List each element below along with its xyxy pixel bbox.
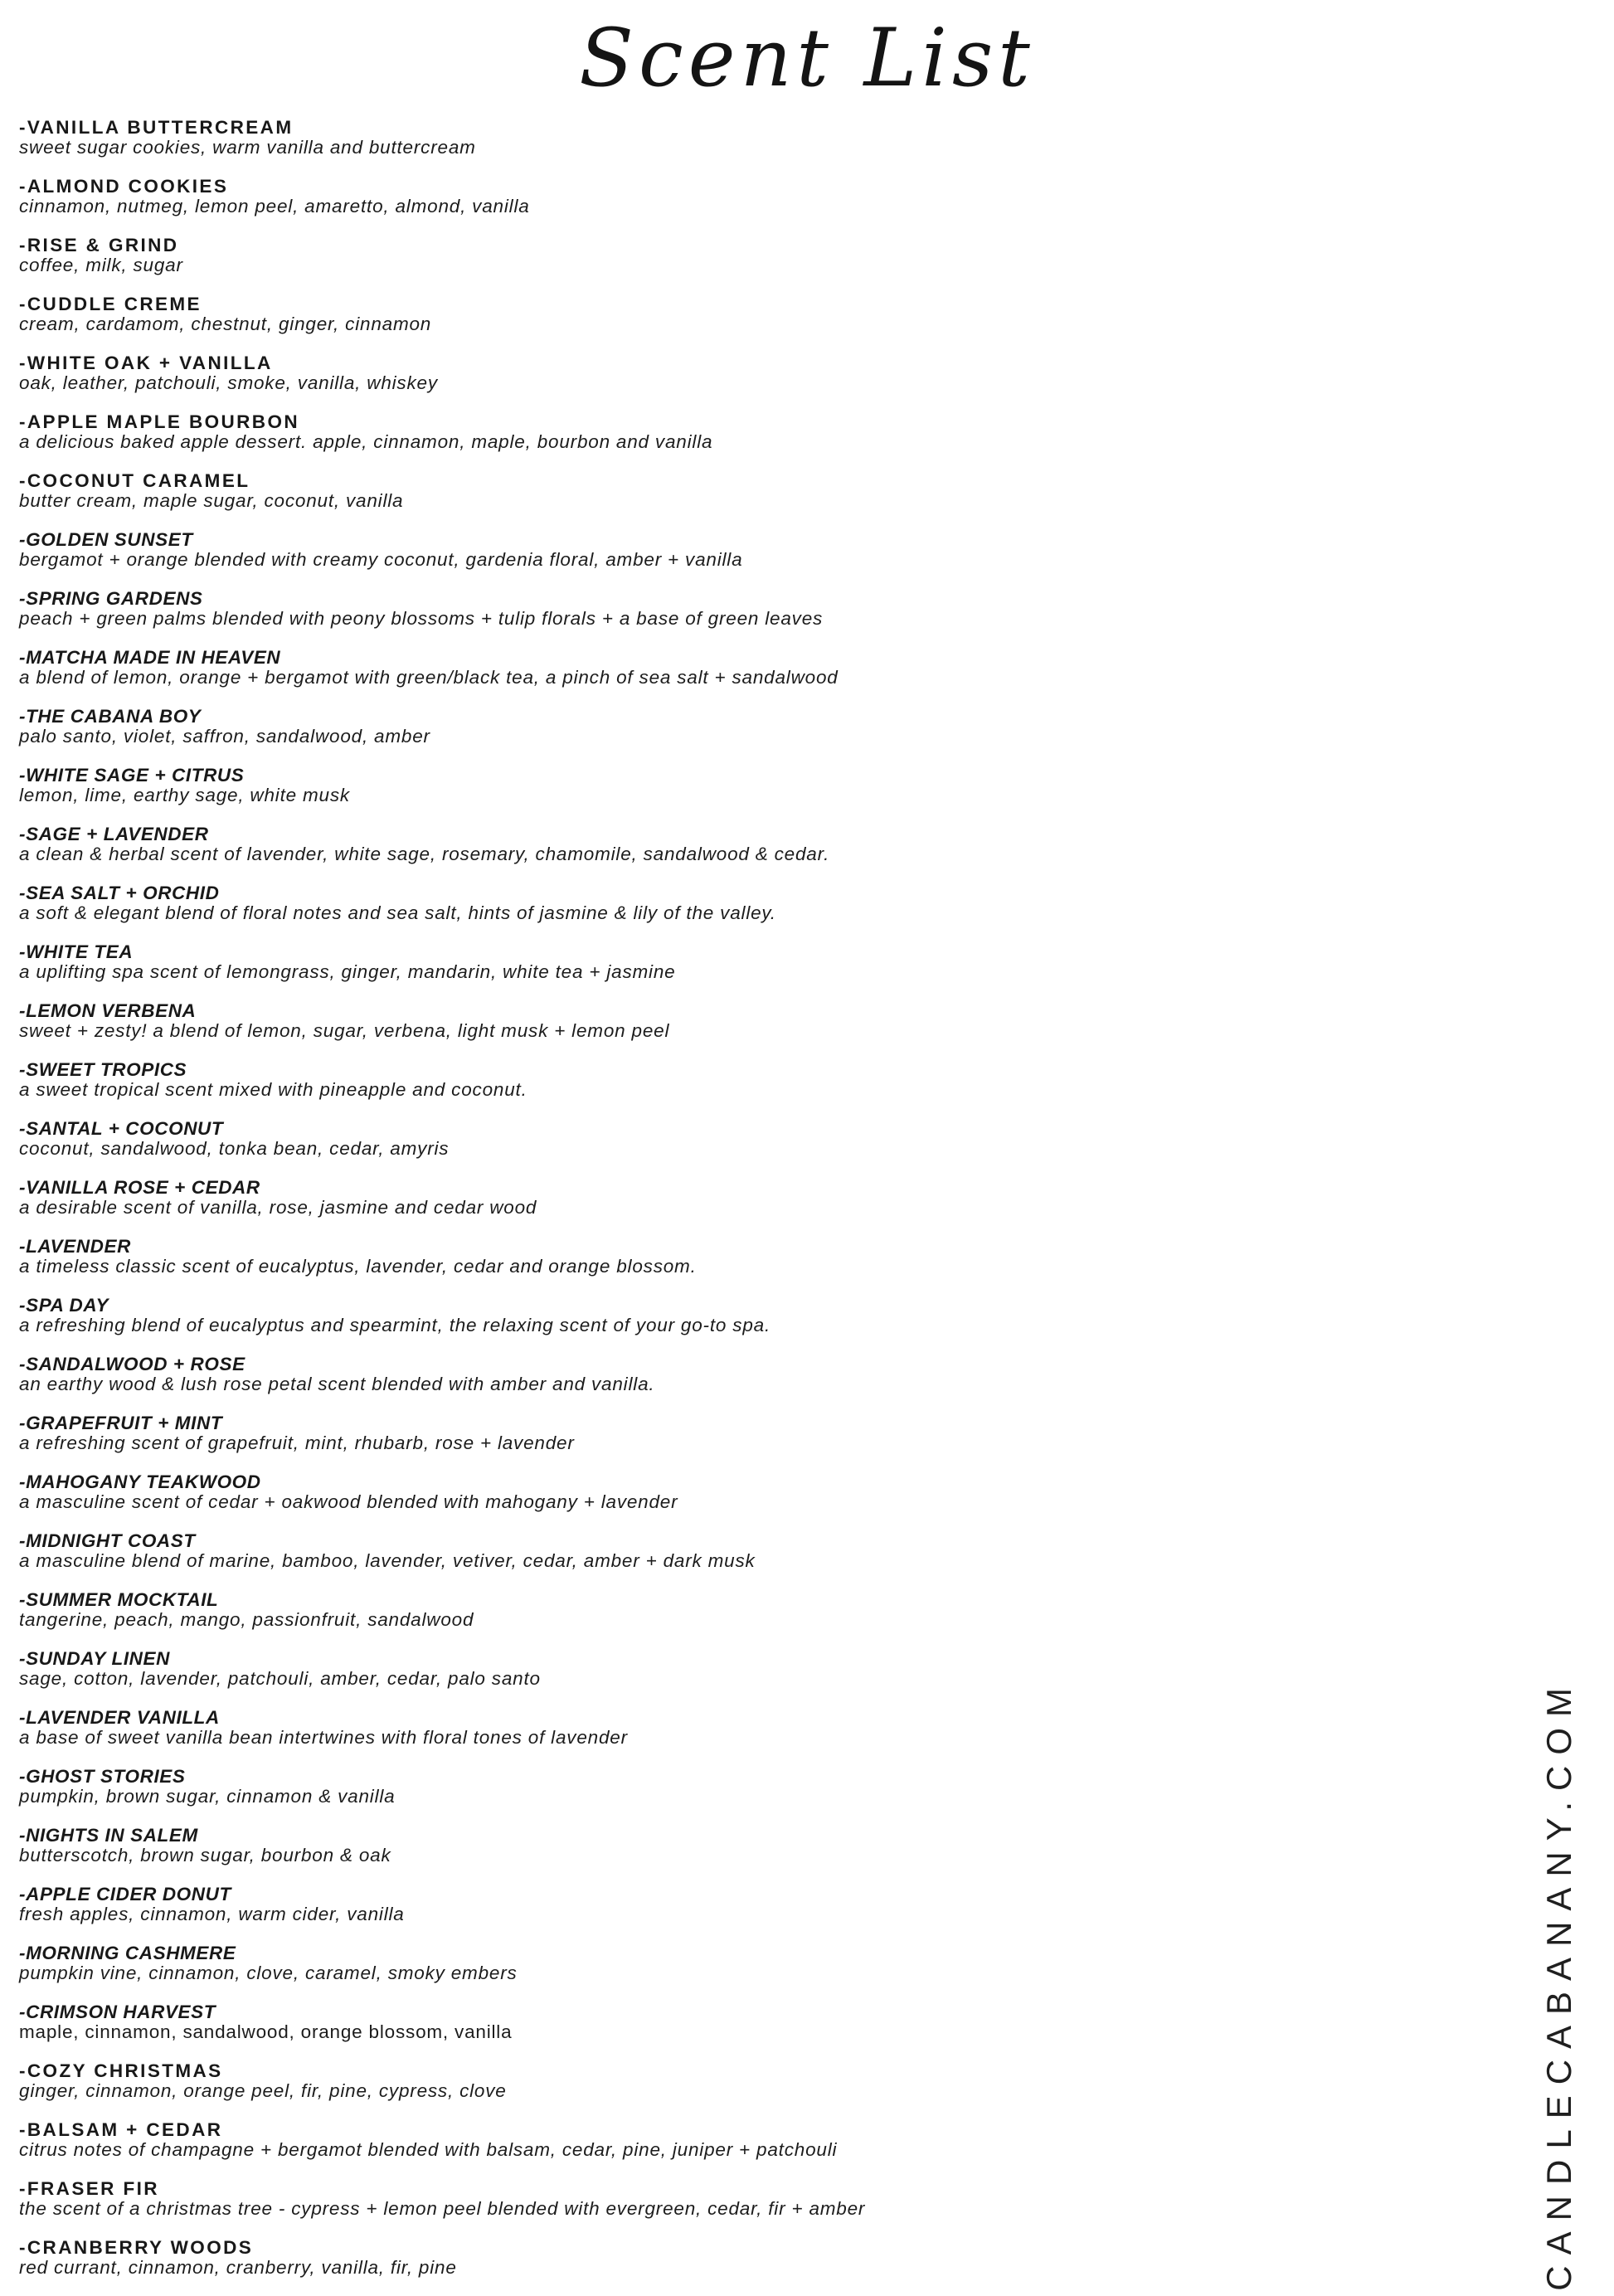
scent-name: -NIGHTS IN SALEM (19, 1825, 198, 1846)
scent-entry (19, 471, 1514, 511)
scent-entry (19, 177, 1514, 216)
scent-description: coffee, milk, sugar (19, 255, 183, 275)
scent-entry (19, 1649, 1514, 1689)
scent-entry (19, 1943, 1514, 1983)
scent-entry (19, 1885, 1514, 1924)
scent-name: -SPRING GARDENS (19, 588, 203, 609)
scent-entry (19, 648, 1514, 688)
scent-entry (19, 1296, 1514, 1335)
scent-entry (19, 2120, 1514, 2160)
scent-description: pumpkin vine, cinnamon, clove, caramel, smoky embers (19, 1963, 518, 1983)
scent-entry (19, 766, 1514, 805)
scent-entry (19, 707, 1514, 747)
scent-entry (19, 2061, 1514, 2101)
scent-name: -COCONUT CARAMEL (19, 470, 250, 491)
scent-description: the scent of a christmas tree - cypress + lemon peel blended with evergreen, cedar, fir + amber (19, 2198, 866, 2219)
scent-name: -MATCHA MADE IN HEAVEN (19, 647, 281, 668)
scent-name: -CRIMSON HARVEST (19, 2002, 216, 2022)
scent-name: -BALSAM + CEDAR (19, 2119, 223, 2140)
scent-name: -MORNING CASHMERE (19, 1943, 236, 1963)
scent-entry (19, 2002, 1514, 2042)
scent-description: maple, cinnamon, sandalwood, orange blossom, vanilla (19, 2021, 513, 2042)
scent-name: -SUMMER MOCKTAIL (19, 1589, 219, 1610)
scent-entry (19, 236, 1514, 275)
scent-description: a blend of lemon, orange + bergamot with green/black tea, a pinch of sea salt + sandalwood (19, 667, 839, 688)
scent-entry (19, 1119, 1514, 1159)
scent-entry (19, 1708, 1514, 1748)
scent-entry (19, 1767, 1514, 1807)
scent-entry (19, 1237, 1514, 1277)
scent-entry (19, 1001, 1514, 1041)
scent-entry (19, 1178, 1514, 1218)
scent-name: -WHITE OAK + VANILLA (19, 353, 273, 373)
scent-name: -MAHOGANY TEAKWOOD (19, 1471, 261, 1492)
scent-list (19, 118, 1514, 2296)
scent-description: a soft & elegant blend of floral notes and sea salt, hints of jasmine & lily of the valley. (19, 902, 776, 923)
scent-name: -APPLE MAPLE BOURBON (19, 411, 300, 432)
scent-name: -VANILLA ROSE + CEDAR (19, 1177, 260, 1198)
page-title: Scent List (579, 12, 1035, 105)
scent-description: coconut, sandalwood, tonka bean, cedar, amyris (19, 1138, 450, 1159)
scent-name: -SAGE + LAVENDER (19, 824, 209, 844)
scent-description: sweet + zesty! a blend of lemon, sugar, verbena, light musk + lemon peel (19, 1020, 670, 1041)
scent-description: sweet sugar cookies, warm vanilla and buttercream (19, 137, 476, 158)
scent-description: cinnamon, nutmeg, lemon peel, amaretto, almond, vanilla (19, 196, 530, 216)
scent-name: -COZY CHRISTMAS (19, 2060, 223, 2081)
scent-description: a masculine blend of marine, bamboo, lavender, vetiver, cedar, amber + dark musk (19, 1550, 756, 1571)
scent-description: citrus notes of champagne + bergamot blended with balsam, cedar, pine, juniper + patchouli (19, 2139, 838, 2160)
scent-name: -SUNDAY LINEN (19, 1648, 170, 1669)
scent-name: -CRANBERRY WOODS (19, 2237, 254, 2258)
scent-name: -WHITE SAGE + CITRUS (19, 765, 245, 786)
scent-entry (19, 412, 1514, 452)
scent-entry (19, 1590, 1514, 1630)
scent-description: a delicious baked apple dessert. apple, cinnamon, maple, bourbon and vanilla (19, 431, 713, 452)
scent-description: pumpkin, brown sugar, cinnamon & vanilla (19, 1786, 396, 1807)
scent-entry (19, 294, 1514, 334)
scent-description: a desirable scent of vanilla, rose, jasmine and cedar wood (19, 1197, 537, 1218)
scent-description: peach + green palms blended with peony blossoms + tulip florals + a base of green leaves (19, 608, 824, 629)
scent-description: a clean & herbal scent of lavender, white sage, rosemary, chamomile, sandalwood & cedar. (19, 844, 830, 864)
scent-entry (19, 1826, 1514, 1866)
scent-name: -VANILLA BUTTERCREAM (19, 117, 294, 138)
scent-description: a timeless classic scent of eucalyptus, lavender, cedar and orange blossom. (19, 1256, 697, 1277)
scent-name: -SANTAL + COCONUT (19, 1118, 224, 1139)
scent-description: a refreshing blend of eucalyptus and spearmint, the relaxing scent of your go-to spa. (19, 1315, 771, 1335)
scent-name: -SWEET TROPICS (19, 1059, 187, 1080)
scent-entry (19, 1531, 1514, 1571)
scent-name: -SEA SALT + ORCHID (19, 883, 220, 903)
scent-name: -GOLDEN SUNSET (19, 529, 193, 550)
scent-entry (19, 2179, 1514, 2219)
scent-name: -APPLE CIDER DONUT (19, 1884, 231, 1904)
scent-name: -WHITE TEA (19, 941, 134, 962)
scent-description: an earthy wood & lush rose petal scent blended with amber and vanilla. (19, 1374, 655, 1394)
scent-name: -CUDDLE CREME (19, 294, 202, 314)
scent-description: tangerine, peach, mango, passionfruit, sandalwood (19, 1609, 474, 1630)
scent-entry (19, 2238, 1514, 2278)
scent-description: lemon, lime, earthy sage, white musk (19, 785, 350, 805)
scent-description: cream, cardamom, chestnut, ginger, cinnamon (19, 314, 432, 334)
scent-name: -RISE & GRIND (19, 235, 179, 255)
scent-name: -ALMOND COOKIES (19, 176, 229, 197)
scent-name: -FRASER FIR (19, 2178, 159, 2199)
scent-entry (19, 589, 1514, 629)
scent-entry (19, 1413, 1514, 1453)
scent-entry (19, 353, 1514, 393)
scent-entry (19, 530, 1514, 570)
scent-name: -GHOST STORIES (19, 1766, 186, 1787)
scent-description: butterscotch, brown sugar, bourbon & oak (19, 1845, 391, 1866)
website-url: CANDLECABANANY.COM (1539, 1677, 1578, 2291)
scent-name: -SANDALWOOD + ROSE (19, 1354, 246, 1374)
scent-description: sage, cotton, lavender, patchouli, amber, cedar, palo santo (19, 1668, 541, 1689)
scent-description: a sweet tropical scent mixed with pineapple and coconut. (19, 1079, 527, 1100)
scent-description: palo santo, violet, saffron, sandalwood, amber (19, 726, 430, 747)
scent-entry (19, 1472, 1514, 1512)
scent-description: oak, leather, patchouli, smoke, vanilla, whiskey (19, 372, 438, 393)
scent-description: a uplifting spa scent of lemongrass, ginger, mandarin, white tea + jasmine (19, 961, 676, 982)
scent-name: -SPA DAY (19, 1295, 109, 1316)
scent-name: -LAVENDER (19, 1236, 131, 1257)
scent-description: ginger, cinnamon, orange peel, fir, pine, cypress, clove (19, 2080, 507, 2101)
scent-entry (19, 942, 1514, 982)
scent-description: a base of sweet vanilla bean intertwines with floral tones of lavender (19, 1727, 628, 1748)
scent-description: bergamot + orange blended with creamy coconut, gardenia floral, amber + vanilla (19, 549, 743, 570)
scent-description: butter cream, maple sugar, coconut, vanilla (19, 490, 404, 511)
scent-entry (19, 883, 1514, 923)
scent-description: a masculine scent of cedar + oakwood blended with mahogany + lavender (19, 1491, 678, 1512)
scent-name: -LAVENDER VANILLA (19, 1707, 220, 1728)
scent-name: -LEMON VERBENA (19, 1000, 197, 1021)
scent-entry (19, 1060, 1514, 1100)
scent-description: red currant, cinnamon, cranberry, vanilla, fir, pine (19, 2257, 457, 2278)
scent-entry (19, 1355, 1514, 1394)
scent-description: fresh apples, cinnamon, warm cider, vanilla (19, 1904, 405, 1924)
scent-name: -GRAPEFRUIT + MINT (19, 1413, 223, 1433)
scent-description: a refreshing scent of grapefruit, mint, rhubarb, rose + lavender (19, 1433, 575, 1453)
scent-entry (19, 825, 1514, 864)
scent-name: -THE CABANA BOY (19, 706, 202, 727)
scent-name: -MIDNIGHT COAST (19, 1530, 196, 1551)
scent-entry (19, 118, 1514, 158)
